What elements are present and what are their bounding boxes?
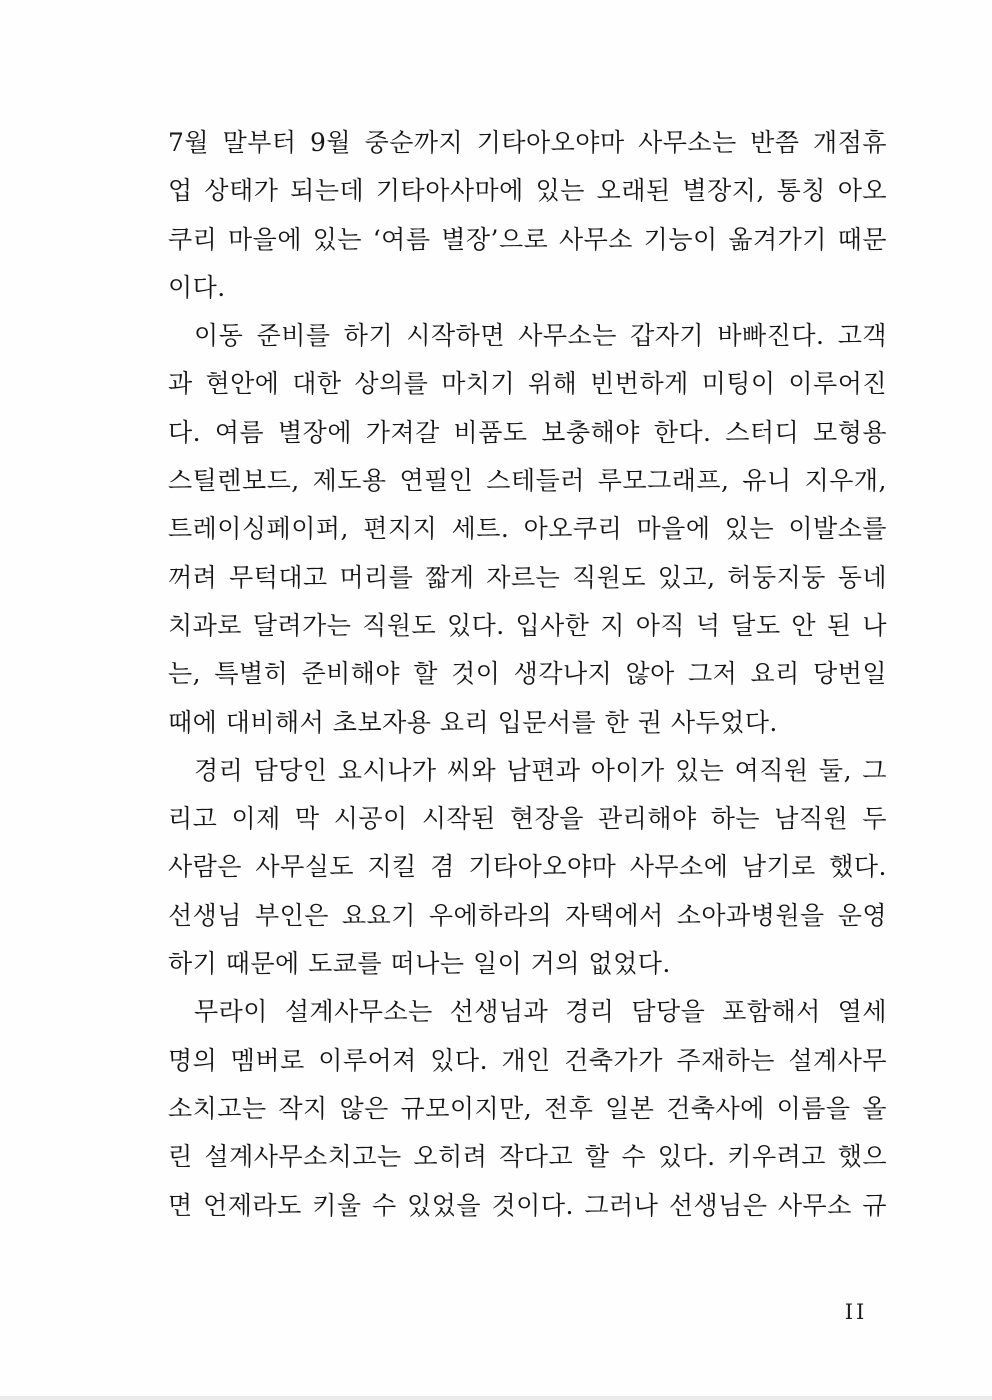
text-line: 이다.: [168, 272, 226, 302]
text-line: 다. 여름 별장에 가져갈 비품도 보충해야 한다. 스터디 모형용: [168, 417, 887, 447]
paragraph: [168, 747, 887, 988]
text-line: 이동 준비를 하기 시작하면 사무소는 갑자기 바빠진다. 고객: [194, 321, 887, 351]
text-line: 소치고는 작지 않은 규모이지만, 전후 일본 건축사에 이름을 올: [168, 1093, 887, 1123]
text-line: 경리 담당인 요시나가 씨와 남편과 아이가 있는 여직원 둘, 그: [194, 755, 887, 785]
text-line: 때에 대비해서 초보자용 요리 입문서를 한 권 사두었다.: [168, 707, 778, 737]
text-line: 쿠리 마을에 있는 ‘여름 별장’으로 사무소 기능이 옮겨가기 때문: [168, 224, 887, 254]
scan-edge-artifact: [0, 1396, 992, 1400]
text-line: 명의 멤버로 이루어져 있다. 개인 건축가가 주재하는 설계사무: [168, 1045, 887, 1075]
text-line: 업 상태가 되는데 기타아사마에 있는 오래된 별장지, 통칭 아오: [168, 176, 887, 206]
text-line: 면 언제라도 키울 수 있었을 것이다. 그러나 선생님은 사무소 규: [168, 1190, 887, 1220]
page-number: II: [844, 1300, 868, 1324]
body-text: [168, 119, 887, 1230]
text-line: 하기 때문에 도쿄를 떠나는 일이 거의 없었다.: [168, 949, 671, 979]
text-line: 선생님 부인은 요요기 우에하라의 자택에서 소아과병원을 운영: [168, 900, 887, 930]
paragraph: [168, 119, 887, 312]
text-line: 과 현안에 대한 상의를 마치기 위해 빈번하게 미팅이 이루어진: [168, 369, 887, 399]
text-line: 리고 이제 막 시공이 시작된 현장을 관리해야 하는 남직원 두: [168, 804, 887, 834]
text-line: 무라이 설계사무소는 선생님과 경리 담당을 포함해서 열세: [194, 997, 887, 1027]
paragraph: [168, 988, 887, 1229]
text-line: 7월 말부터 9월 중순까지 기타아오야마 사무소는 반쯤 개점휴: [168, 128, 887, 157]
text-line: 치과로 달려가는 직원도 있다. 입사한 지 아직 넉 달도 안 된 나: [168, 610, 887, 640]
text-line: 린 설계사무소치고는 오히려 작다고 할 수 있다. 키우려고 했으: [168, 1142, 887, 1172]
text-line: 는, 특별히 준비해야 할 것이 생각나지 않아 그저 요리 당번일: [168, 659, 887, 689]
text-line: 꺼려 무턱대고 머리를 짧게 자르는 직원도 있고, 허둥지둥 동네: [168, 562, 887, 592]
text-line: 스틸렌보드, 제도용 연필인 스테들러 루모그래프, 유니 지우개,: [168, 466, 887, 496]
paragraph: [168, 312, 887, 747]
text-line: 트레이싱페이퍼, 편지지 세트. 아오쿠리 마을에 있는 이발소를: [168, 514, 887, 544]
text-line: 사람은 사무실도 지킬 겸 기타아오야마 사무소에 남기로 했다.: [168, 852, 887, 882]
